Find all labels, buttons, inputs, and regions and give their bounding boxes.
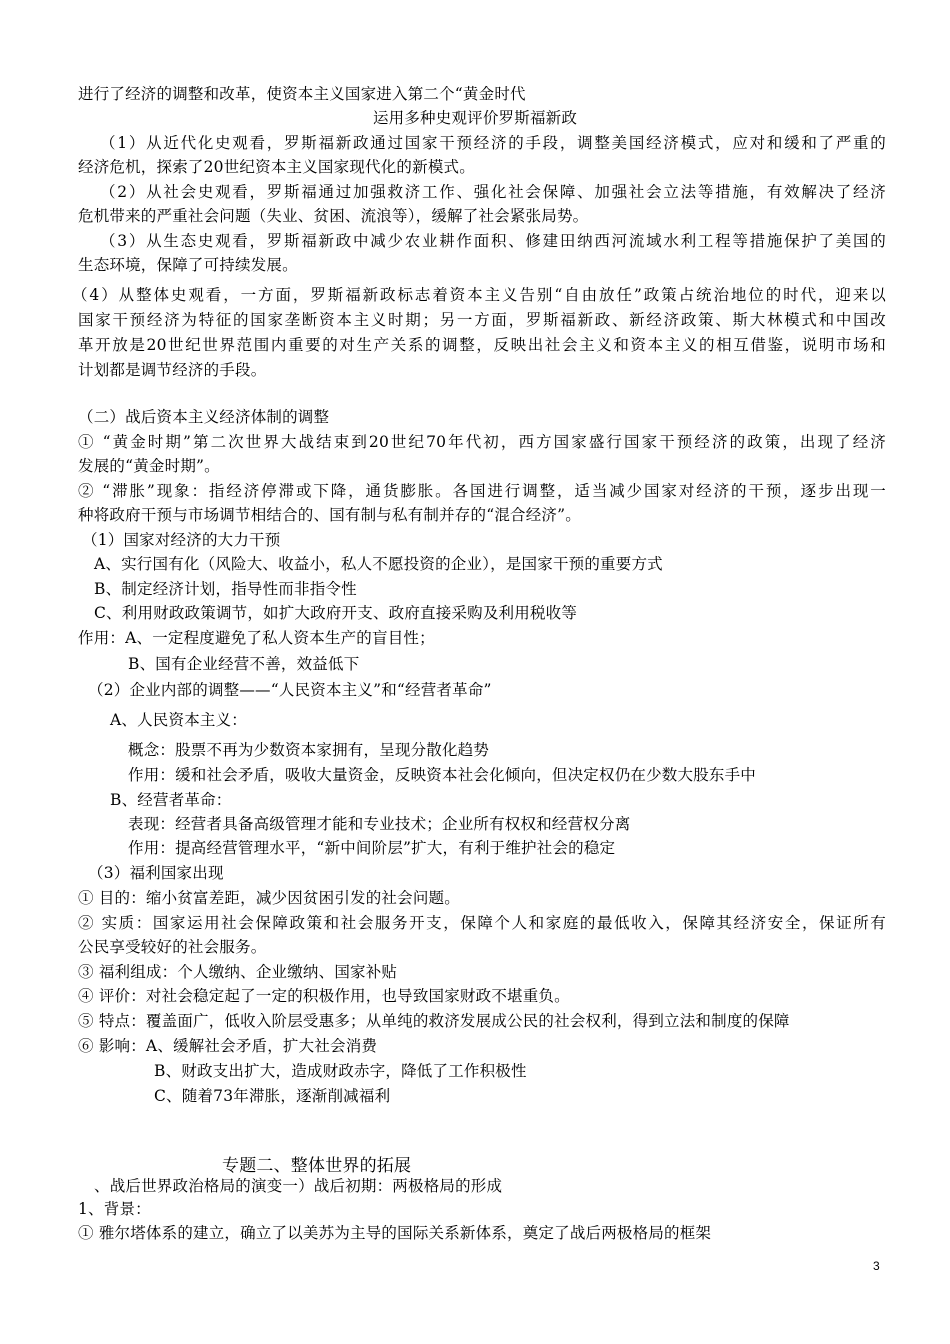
text-line: 发展的“黄金时期”。: [78, 457, 220, 475]
chapter-title: 专题二、整体世界的拓展: [222, 1156, 412, 1176]
text-line: 概念：股票不再为少数资本家拥有，呈现分散化趋势: [128, 741, 490, 759]
text-line: 作用：A、一定程度避免了私人资本生产的盲目性；: [78, 629, 435, 647]
subsection-heading: （3）福利国家出现: [88, 864, 224, 882]
section-heading: 、战后世界政治格局的演变一）战后初期：两极格局的形成: [94, 1177, 503, 1195]
text-line: （3）从生态史观看，罗斯福新政中减少农业耕作面积、修建田纳西河流域水利工程等措施保护了美国的: [100, 232, 886, 250]
list-item: ⑤ 特点：覆盖面广，低收入阶层受惠多；从单纯的救济发展成公民的社会权利，得到立法和制度的保障: [78, 1012, 790, 1030]
section-heading: （二）战后资本主义经济体制的调整: [78, 408, 330, 426]
text-line: （4）从整体史观看，一方面，罗斯福新政标志着资本主义告别“自由放任”政策占统治地位的时代，迎来以: [72, 286, 886, 304]
text-line: （2）从社会史观看，罗斯福通过加强救济工作、强化社会保障、加强社会立法等措施，有效解决了经济: [100, 183, 886, 201]
text-line: ① “黄金时期”第二次世界大战结束到20世纪70年代初，西方国家盛行国家干预经济的政策，出现了经济: [78, 433, 886, 451]
list-item: ④ 评价：对社会稳定起了一定的积极作用，也导致国家财政不堪重负。: [78, 987, 570, 1005]
text-line: 种将政府干预与市场调节相结合的、国有制与私有制并存的“混合经济”。: [78, 506, 581, 524]
list-item: B、经营者革命：: [110, 791, 232, 809]
text-line: 表现：经营者具备高级管理才能和专业技术；企业所有权权和经营权分离: [128, 815, 631, 833]
text-line: 计划都是调节经济的手段。: [78, 361, 267, 379]
text-line: 革开放是20世纪世界范围内重要的对生产关系的调整，反映出社会主义和资本主义的相互借鉴，说明市场和: [78, 336, 886, 354]
section-heading: 运用多种史观评价罗斯福新政: [372, 109, 578, 127]
subsection-heading: （2）企业内部的调整——“人民资本主义”和“经营者革命”: [88, 681, 492, 699]
text-line: 公民享受较好的社会服务。: [78, 938, 267, 956]
text-line: 危机带来的严重社会问题（失业、贫困、流浪等），缓解了社会紧张局势。: [78, 207, 589, 225]
list-item: C、随着73年滞胀，逐渐削减福利: [154, 1087, 391, 1105]
list-item: ③ 福利组成：个人缴纳、企业缴纳、国家补贴: [78, 963, 398, 981]
page-number: 3: [873, 1259, 880, 1273]
list-item: A、人民资本主义：: [110, 711, 247, 729]
text-line: 经济危机，探索了20世纪资本主义国家现代化的新模式。: [78, 158, 475, 176]
text-line: 1、背景：: [78, 1200, 151, 1218]
text-line: 国家干预经济为特征的国家垄断资本主义时期；另一方面，罗斯福新政、新经济政策、斯大林模式和中国改: [78, 311, 886, 329]
text-line: （1）从近代化史观看，罗斯福新政通过国家干预经济的手段，调整美国经济模式，应对和缓和了严重的: [100, 134, 886, 152]
list-item: ⑥ 影响：A、缓解社会矛盾，扩大社会消费: [78, 1037, 378, 1055]
text-line: 作用：提高经营管理水平，“新中间阶层”扩大，有利于维护社会的稳定: [128, 839, 616, 857]
text-line: 作用：缓和社会矛盾，吸收大量资金，反映资本社会化倾向，但决定权仍在少数大股东手中: [128, 766, 757, 784]
list-item: B、制定经济计划，指导性而非指令性: [94, 580, 357, 598]
list-item: ② 实质：国家运用社会保障政策和社会服务开支，保障个人和家庭的最低收入，保障其经济安全，保证所有: [78, 914, 886, 932]
text-line: ② “滞胀”现象：指经济停滞或下降，通货膨胀。各国进行调整，适当减少国家对经济的干预，逐步出现一: [78, 482, 886, 500]
list-item: A、实行国有化（风险大、收益小，私人不愿投资的企业），是国家干预的重要方式: [94, 555, 663, 573]
subsection-heading: （1）国家对经济的大力干预: [82, 531, 281, 549]
text-line: 进行了经济的调整和改革，使资本主义国家进入第二个“黄金时代: [78, 85, 526, 103]
list-item: ① 目的：缩小贫富差距，减少因贫困引发的社会问题。: [78, 889, 460, 907]
text-line: 生态环境，保障了可持续发展。: [78, 256, 298, 274]
list-item: B、国有企业经营不善，效益低下: [128, 655, 360, 673]
list-item: ① 雅尔塔体系的建立，确立了以美苏为主导的国际关系新体系，奠定了战后两极格局的框架: [78, 1224, 712, 1242]
list-item: B、财政支出扩大，造成财政赤字，降低了工作积极性: [154, 1062, 527, 1080]
list-item: C、利用财政政策调节，如扩大政府开支、政府直接采购及利用税收等: [94, 604, 578, 622]
